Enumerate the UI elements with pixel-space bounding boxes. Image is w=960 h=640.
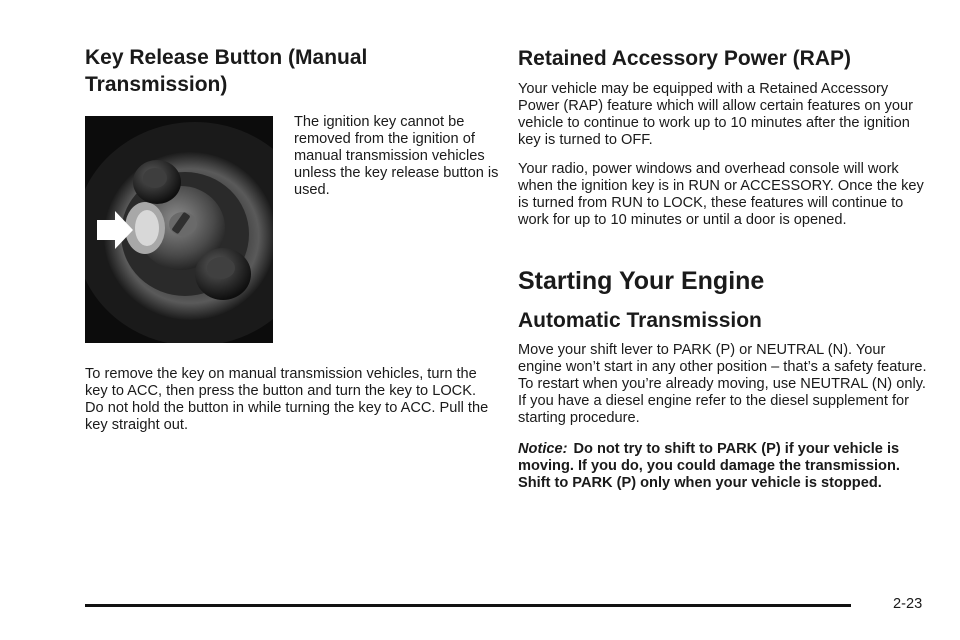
footer-rule [85,604,851,607]
rap-paragraph-2: Your radio, power windows and overhead console will work when the ignition key is in RUN or ACCESSORY. Once the key is turned from RUN to LOCK, these features will continue to work for up to 10 minutes or until a door is opened. [518,161,924,228]
page-number: 2-23 [893,596,923,612]
rap-paragraph-1: Your vehicle may be equipped with a Retained Accessory Power (RAP) feature which will allow certain features on your vehicle to continue to work up to 10 minutes after the ignition key is turned to OFF. [518,81,914,148]
automatic-transmission-title: Automatic Transmission [518,309,762,332]
key-release-title: Key Release Button (Manual Transmission) [85,46,368,96]
notice-paragraph [518,441,933,492]
key-release-caption: The ignition key cannot be removed from the ignition of manual transmission vehicles unless the key release button is used. [294,114,499,198]
ignition-illustration [85,116,273,343]
notice-text: Do not try to shift to PARK (P) if your vehicle is moving. If you do, you could damage the transmission. Shift to PARK (P) only when your vehicle is stopped. [518,441,900,491]
key-removal-paragraph: To remove the key on manual transmission vehicles, turn the key to ACC, then press the button and turn the key to LOCK. Do not hold the button in while turning the key to ACC. Pull the key straight out. [85,366,489,433]
notice-label: Notice: [518,441,568,457]
rap-title: Retained Accessory Power (RAP) [518,47,851,70]
ignition-photo [85,116,273,343]
automatic-transmission-paragraph: Move your shift lever to PARK (P) or NEUTRAL (N). Your engine won’t start in any other position – that’s a safety feature. To restart when you’re already moving, use NEUTRAL (N) only. If you have a diesel engine refer to the diesel supplement for starting procedure. [518,342,927,426]
starting-engine-title: Starting Your Engine [518,267,765,295]
